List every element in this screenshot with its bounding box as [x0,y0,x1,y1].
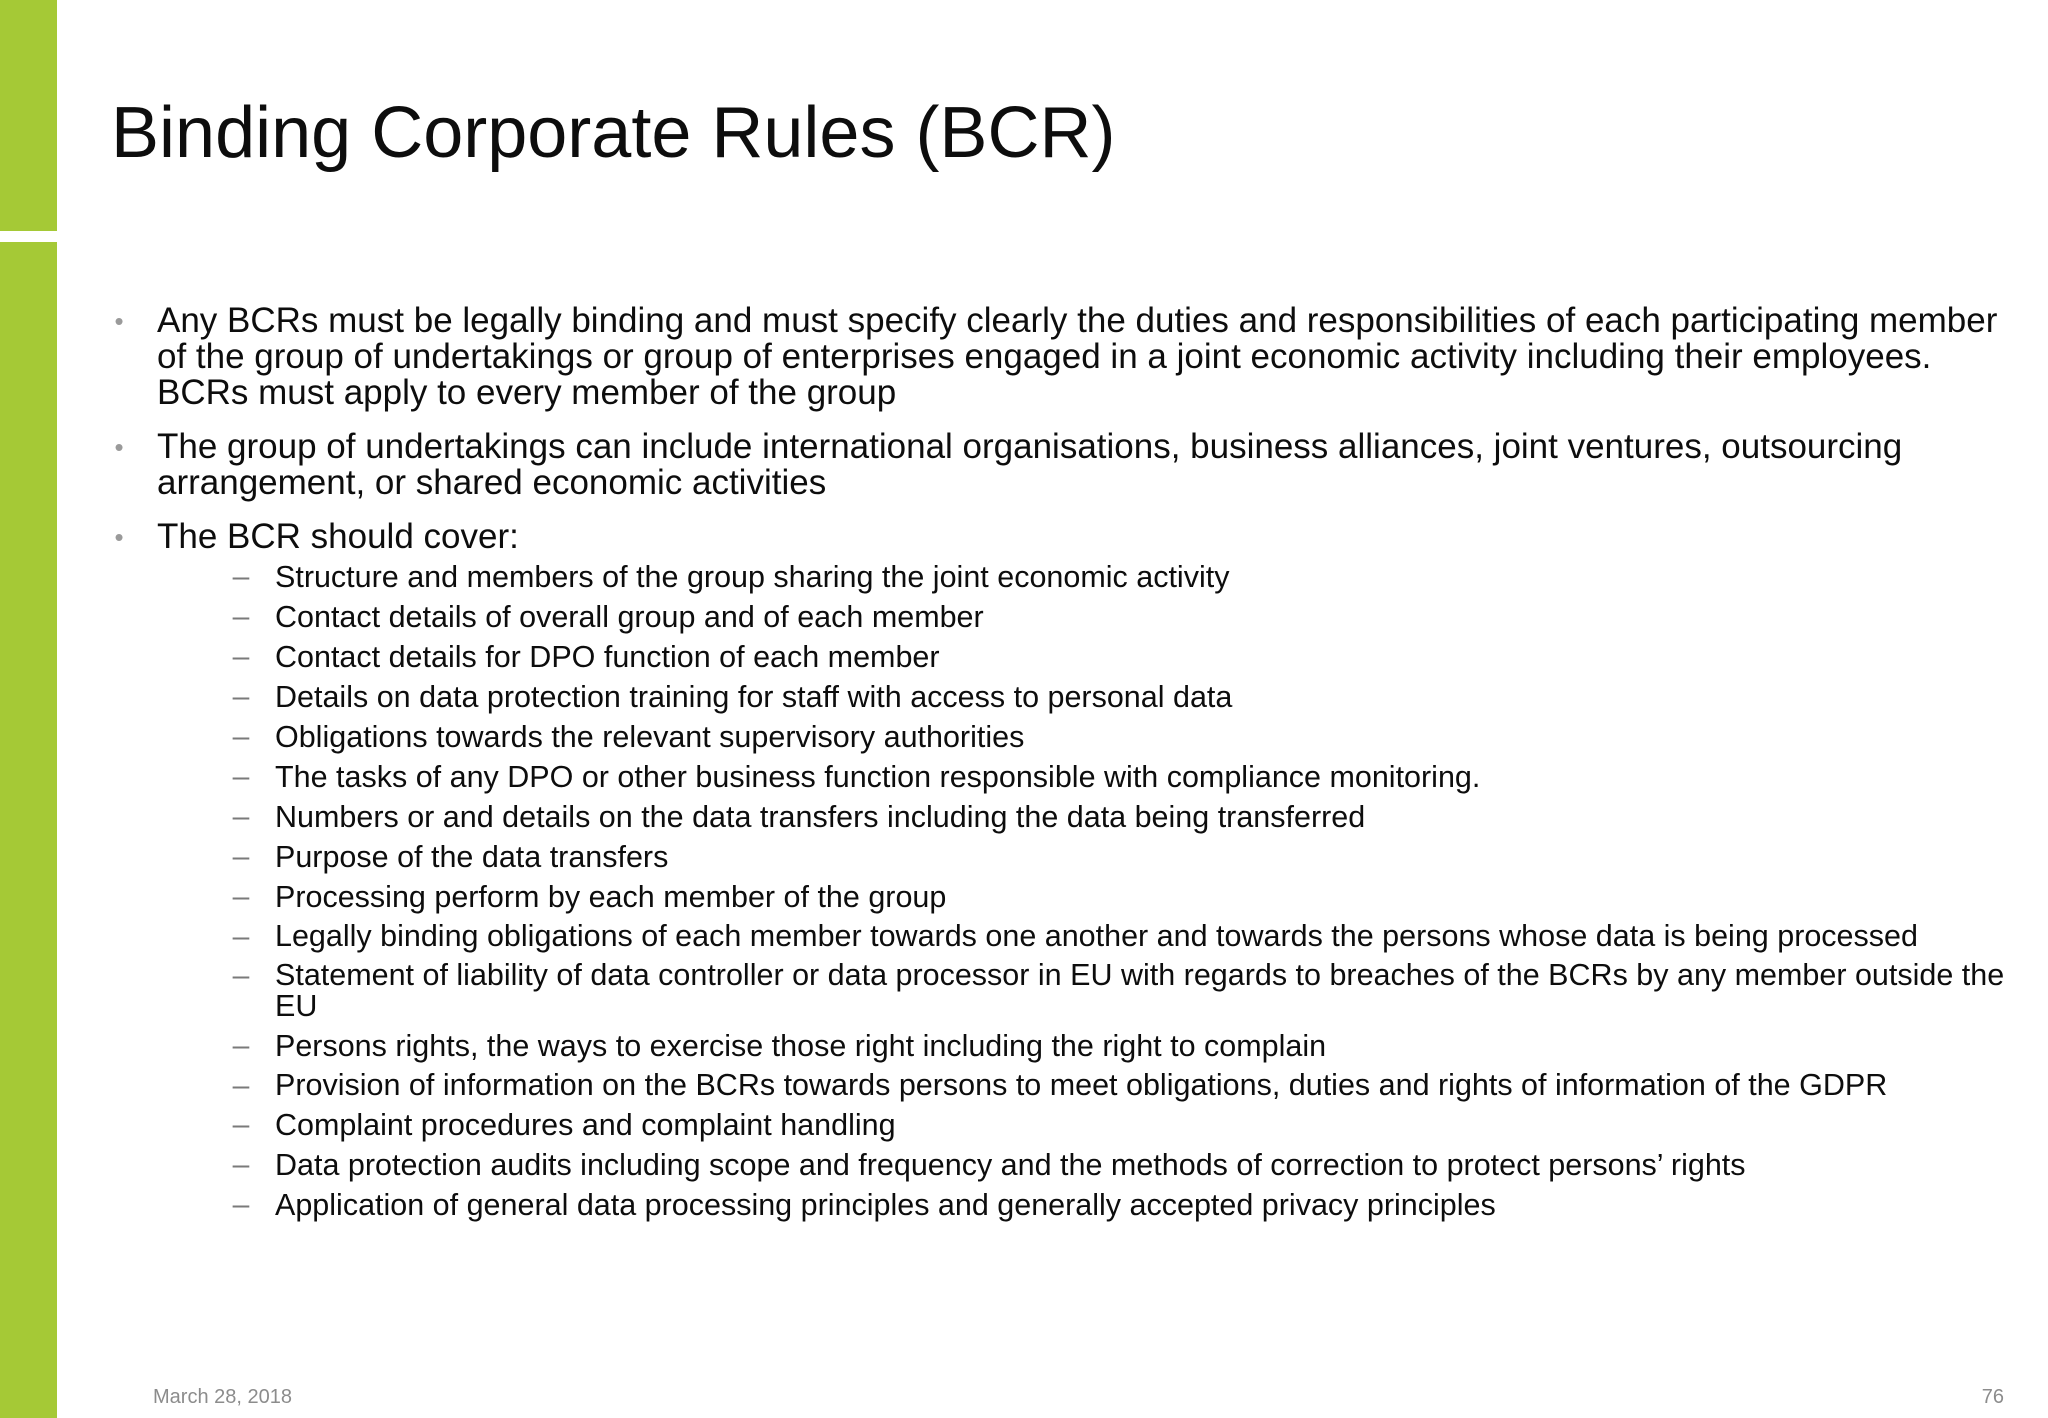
sub-bullet-item [229,721,2008,753]
bullet-dot-icon: • [114,522,124,552]
sub-bullet-list [157,561,2008,1221]
sub-bullet-text: Complaint procedures and complaint handling [275,1108,896,1142]
sub-bullet-text: Structure and members of the group sharing the joint economic activity [275,560,1230,594]
sub-bullet-item [229,1189,2008,1221]
slide-body [108,303,2008,1239]
bullet-item [108,519,2008,1221]
sub-bullet-text: Statement of liability of data controller or data processor in EU with regards to breaches of the BCRs by any member outside the EU [275,958,2005,1023]
dash-icon: – [232,1148,250,1181]
bullet-list [108,303,2008,1221]
dash-icon: – [232,600,250,633]
sub-bullet-text: Contact details for DPO function of each member [275,640,940,674]
dash-icon: – [232,880,250,913]
bullet-dot-icon: • [114,432,124,462]
dash-icon: – [232,1108,250,1141]
bullet-dot-icon: • [114,306,124,336]
sub-bullet-item [229,1149,2008,1181]
sub-bullet-text: Contact details of overall group and of each member [275,600,984,634]
dash-icon: – [232,680,250,713]
sub-bullet-item [229,681,2008,713]
sub-bullet-item [229,561,2008,593]
sub-bullet-item [229,641,2008,673]
sub-bullet-text: Obligations towards the relevant supervisory authorities [275,720,1025,754]
sub-bullet-text: Processing perform by each member of the group [275,880,947,914]
accent-bar-top [0,0,57,231]
dash-icon: – [232,959,250,992]
sub-bullet-item [229,921,2008,952]
page-number: 76 [1981,1386,2004,1408]
sub-bullet-text: Provision of information on the BCRs towards persons to meet obligations, duties and rights of information of the GDPR [275,1068,1888,1102]
dash-icon: – [232,1029,250,1062]
sub-bullet-item [229,801,2008,833]
sub-bullet-text: Legally binding obligations of each member towards one another and towards the persons whose data is being processed [275,919,1918,953]
bullet-text: The group of undertakings can include international organisations, business alliances, joint ventures, outsourcing arrangement, or shared economic activities [157,427,1903,502]
sub-bullet-item [229,1030,2008,1062]
sub-bullet-text: The tasks of any DPO or other business function responsible with compliance monitoring. [275,760,1481,794]
sub-bullet-item [229,1070,2008,1101]
sub-bullet-text: Purpose of the data transfers [275,840,669,874]
accent-bar-bottom [0,242,57,1418]
sub-bullet-text: Data protection audits including scope and frequency and the methods of correction to protect persons’ rights [275,1148,1746,1182]
dash-icon: – [232,920,250,953]
bullet-item [108,429,2008,501]
dash-icon: – [232,720,250,753]
slide-title: Binding Corporate Rules (BCR) [111,93,1116,173]
sub-bullet-text: Persons rights, the ways to exercise those right including the right to complain [275,1029,1327,1063]
sub-bullet-item [229,761,2008,793]
dash-icon: – [232,760,250,793]
sub-bullet-item [229,841,2008,873]
dash-icon: – [232,1069,250,1102]
sub-bullet-item [229,960,2008,1022]
sub-bullet-item [229,1109,2008,1141]
dash-icon: – [232,560,250,593]
sub-bullet-item [229,881,2008,913]
sub-bullet-text: Application of general data processing principles and generally accepted privacy principles [275,1188,1496,1222]
dash-icon: – [232,1188,250,1221]
sub-bullet-item [229,601,2008,633]
dash-icon: – [232,840,250,873]
dash-icon: – [232,640,250,673]
sub-bullet-text: Numbers or and details on the data transfers including the data being transferred [275,800,1366,834]
bullet-text: The BCR should cover: [157,517,519,556]
footer-date: March 28, 2018 [153,1386,292,1408]
sub-bullet-text: Details on data protection training for staff with access to personal data [275,680,1233,714]
dash-icon: – [232,800,250,833]
bullet-text: Any BCRs must be legally binding and must specify clearly the duties and responsibilities of each participating member of the group of undertakings or group of enterprises engaged in a joint economic activity including their employees. BCRs must apply to every member of the group [157,301,1998,412]
bullet-item [108,303,2008,411]
